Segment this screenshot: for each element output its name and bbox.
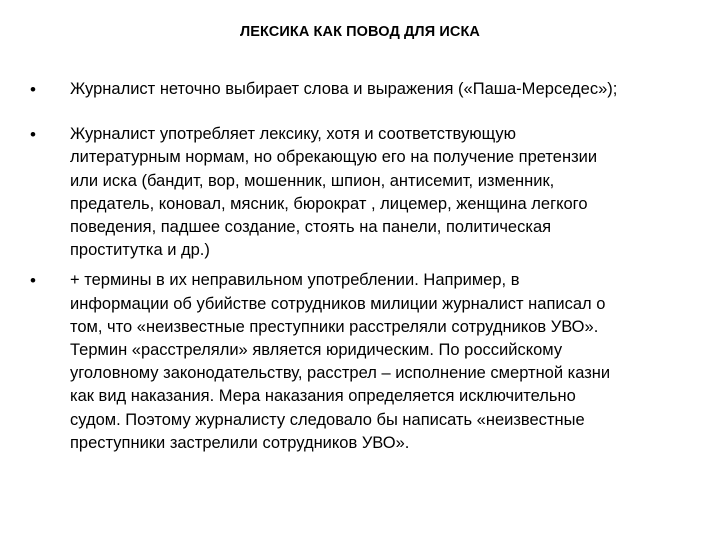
- bullet-marker: •: [30, 80, 36, 99]
- bullet-text: + термины в их неправильном употреблении. Например, в информации об убийстве сотрудников милиции журналист написал о том, что «неизвестные преступники расстреляли сотрудников УВО». Термин «расстреляли» является юридическим. По российскому уголовному законодательству, расстрел – исполнение смертной казни как вид наказания. Мера наказания определяется исключительно судом. Поэтому журналисту следовало бы написать «неизвестные преступники застрелили сотрудников УВО».: [70, 271, 611, 452]
- bullet-marker: •: [30, 125, 36, 145]
- bullet-text: Журналист неточно выбирает слова и выражения («Паша-Мерседес»);: [70, 80, 618, 98]
- bullet-marker: •: [30, 271, 36, 291]
- bullet-text: Журналист употребляет лексику, хотя и соответствующую литературным нормам, но обрекающую его на получение претензии или иска (бандит, вор, мошенник, шпион, антисемит, изменник, предатель, коновал, мясник, бюрократ , лицемер, женщина легкого поведения, падшее создание, стоять на панели, политическая проститутка и др.): [70, 125, 598, 260]
- bullet-item: [30, 123, 680, 262]
- slide-title: ЛЕКСИКА КАК ПОВОД ДЛЯ ИСКА: [240, 24, 480, 40]
- bullet-list: [30, 78, 680, 455]
- bullet-item: [30, 78, 680, 101]
- bullet-item: [30, 269, 680, 455]
